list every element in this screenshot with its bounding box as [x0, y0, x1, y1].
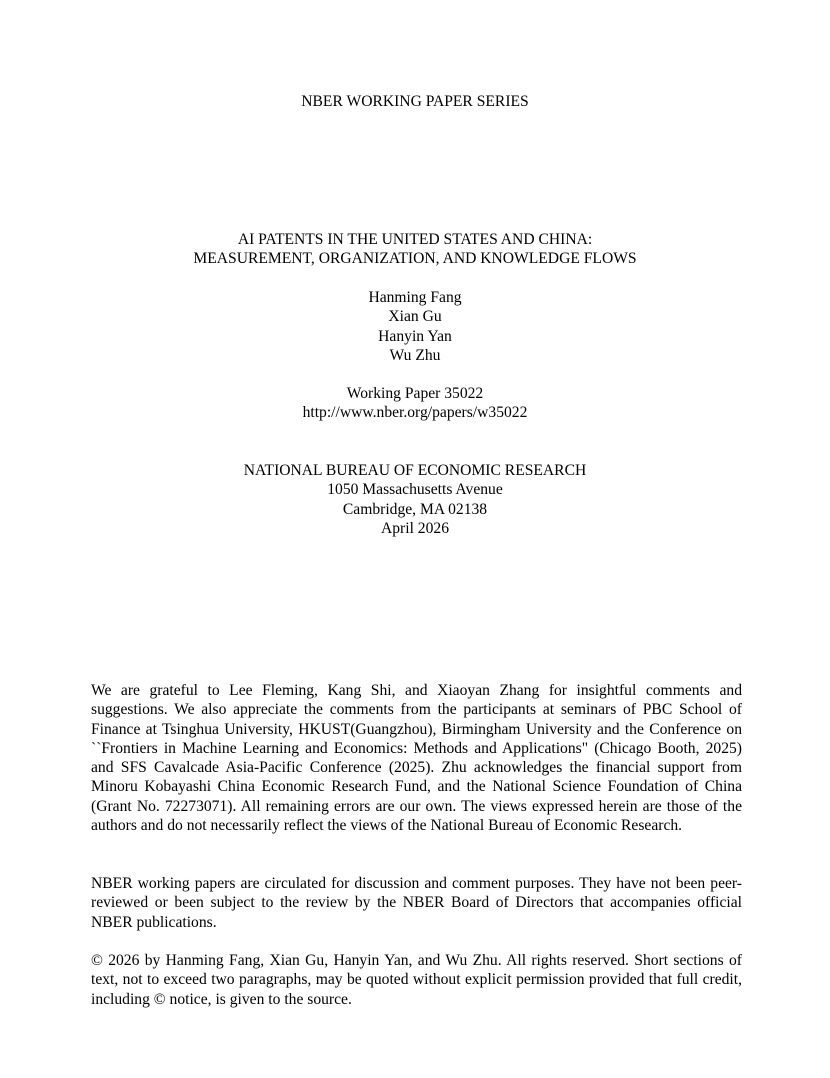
working-paper-info [0, 384, 830, 423]
copyright-paragraph: © 2026 by Hanming Fang, Xian Gu, Hanyin Yan, and Wu Zhu. All rights reserved. Short sections of text, not to exceed two paragraphs, may be quoted without explicit permission provided that full credit, including © notice, is given to the source. [91, 952, 742, 1008]
working-paper-number: Working Paper 35022 [346, 385, 484, 402]
acknowledgments-paragraph: We are grateful to Lee Fleming, Kang Shi, and Xiaoyan Zhang for insightful comments and suggestions. We also appreciate the comments from the participants at seminars of PBC School of Finance at Tsinghua University, HKUST(Guangzhou), Birmingham University and the Conference on ``Frontiers in Machine Learning and Economics: Methods and Applications" (Chicago Booth, 2025) and SFS Cavalcade Asia-Pacific Conference (2025). Zhu acknowledges the financial support from Minoru Kobayashi China Economic Research Fund, and the National Science Foundation of China (Grant No. 72273071). All remaining errors are our own. The views expressed herein are those of the authors and do not necessarily reflect the views of the National Bureau of Economic Research. [91, 682, 742, 835]
organization-name: NATIONAL BUREAU OF ECONOMIC RESEARCH [243, 462, 587, 479]
series-label: NBER WORKING PAPER SERIES [301, 93, 529, 110]
author-name: Xian Gu [388, 308, 442, 326]
author-name: Wu Zhu [389, 346, 441, 364]
circulation-note-paragraph: NBER working papers are circulated for discussion and comment purposes. They have not been peer-reviewed or been subject to the review by the NBER Board of Directors that accompanies official NBER publications. [91, 875, 742, 931]
author-name: Hanming Fang [368, 289, 462, 306]
organization-city: Cambridge, MA 02138 [342, 500, 488, 518]
organization-street: 1050 Massachusetts Avenue [327, 481, 503, 499]
publication-date: April 2026 [380, 519, 449, 537]
author-name: Hanyin Yan [378, 327, 452, 345]
title-line-1: AI PATENTS IN THE UNITED STATES AND CHINA: [237, 231, 593, 248]
organization-block [0, 461, 830, 538]
series-heading [0, 92, 830, 111]
paper-title [0, 230, 830, 269]
title-line-2: MEASUREMENT, ORGANIZATION, AND KNOWLEDGE FLOWS [193, 250, 637, 268]
author-list [0, 288, 830, 365]
working-paper-url: http://www.nber.org/papers/w35022 [302, 404, 528, 422]
